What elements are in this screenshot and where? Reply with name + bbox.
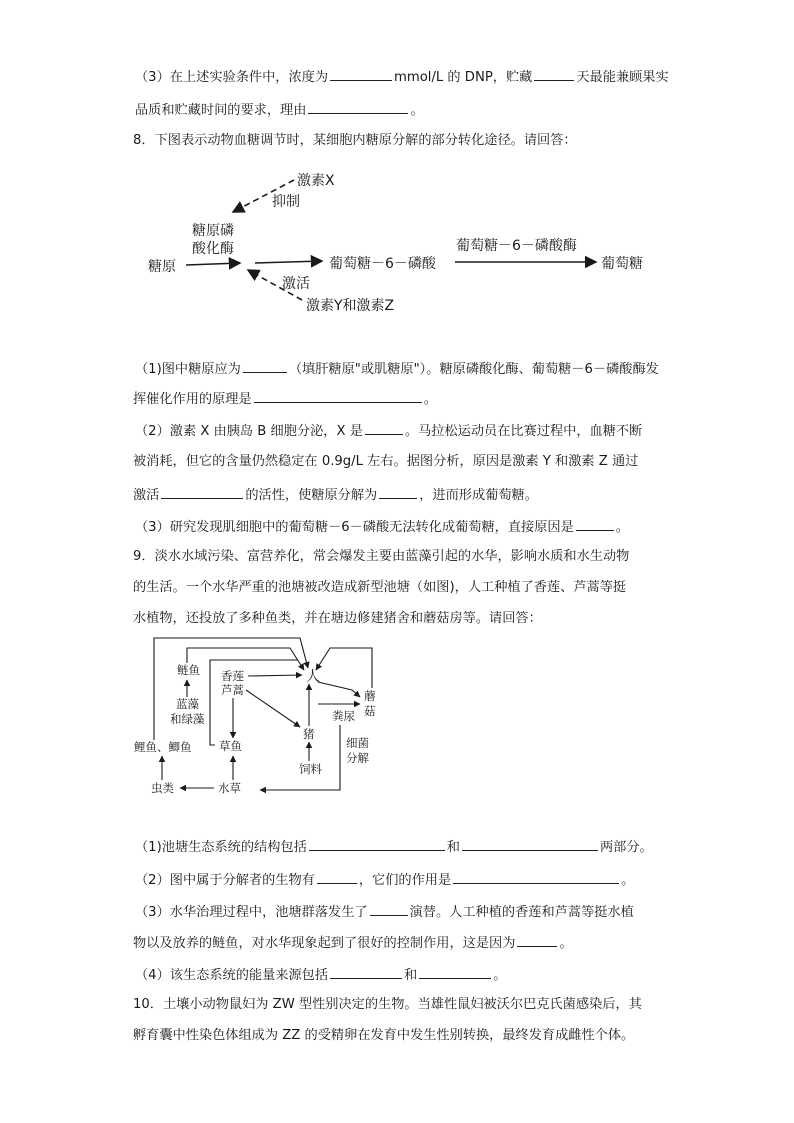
answer-blank[interactable] [254, 388, 422, 403]
answer-blank[interactable] [453, 869, 619, 884]
q10-stem-2: 孵育囊中性染色体组成为 ZZ 的受精卵在发育中发生性别转换，最终发育成雌性个体。 [133, 1028, 635, 1043]
q9-2-line: （2）图中属于分解者的生物有 ，它们的作用是 。 [135, 869, 634, 891]
q8-3-line: （3）研究发现肌细胞中的葡萄糖－6－磷酸无法转化成葡萄糖，直接原因是 。 [135, 516, 629, 538]
lotus-label: 香莲 [221, 669, 244, 683]
carp-label: 鲤鱼、鲫鱼 [134, 740, 192, 754]
pig-label: 猪 [303, 727, 315, 741]
g6pase-label: 葡萄糖－6－磷酸酶 [456, 238, 577, 254]
dashed-arrow-inhibit [233, 180, 294, 212]
arrow-carp-human [154, 638, 308, 740]
arrow-human-mushroom [318, 682, 360, 697]
algae-label-1: 蓝藻 [176, 697, 199, 711]
algae-label-2: 和绿藻 [170, 712, 205, 726]
g6p-label: 葡萄糖－6－磷酸 [329, 256, 436, 272]
arrow-to-g6p [255, 261, 322, 263]
q8-1-line1: （1)图中糖原应为 （填肝糖原"或肌糖原"）。糖原磷酸化酶、葡萄糖－6－磷酸酶发 [135, 358, 659, 380]
answer-blank[interactable] [365, 420, 403, 435]
answer-blank[interactable] [534, 66, 574, 81]
answer-blank[interactable] [330, 66, 392, 81]
q9-3-line1: （3）水华治理过程中，池塘群落发生了 演替。人工种植的香莲和芦蒿等挺水植 [135, 901, 634, 923]
answer-blank[interactable] [370, 901, 408, 916]
glycogen-label: 糖原 [148, 259, 176, 275]
answer-blank[interactable] [243, 358, 287, 373]
glucose-label: 葡萄糖 [601, 256, 643, 272]
q9-4-line: （4）该生态系统的能量来源包括 和 。 [135, 964, 506, 986]
hormone-yz-label: 激素Y和激素Z [306, 298, 395, 314]
answer-blank[interactable] [517, 932, 557, 947]
q9-stem-3: 水植物，还投放了多种鱼类，并在塘边修建猪舍和蘑菇房等。请回答： [133, 611, 542, 626]
answer-blank[interactable] [309, 836, 445, 851]
answer-blank[interactable] [330, 964, 402, 979]
q9-stem-2: 的生活。一个水华严重的池塘被改造成新型池塘（如图)，人工种植了香莲、芦蒿等挺 [133, 580, 627, 595]
feed-label: 饲料 [299, 762, 322, 776]
q8-2-line2: 被消耗，但它的含量仍然稳定在 0.9g/L 左右。据图分析，原因是激素 Y 和激素 Z 通过 [133, 454, 639, 469]
manure-label: 粪尿 [332, 709, 355, 723]
arrow-glycogen-phosphorylase [186, 263, 240, 265]
q8-1-line2: 挥催化作用的原理是 。 [133, 388, 437, 410]
reed-label: 芦蒿 [221, 683, 244, 697]
arrow-mushroom-human [316, 648, 372, 688]
answer-blank[interactable] [308, 99, 408, 114]
phosphorylase-label-2: 酸化酶 [192, 241, 234, 257]
arrow-reed-pig [246, 690, 300, 727]
arrow-lotus-human [248, 675, 302, 676]
q9-3-line2: 物以及放养的鲢鱼，对水华现象起到了很好的控制作用，这是因为 。 [133, 932, 573, 954]
activate-label: 激活 [282, 276, 310, 292]
answer-blank[interactable] [161, 484, 243, 499]
q9-1-line: （1)池塘生态系统的结构包括 和 两部分。 [135, 836, 653, 858]
insects-label: 虫类 [151, 781, 174, 795]
q8-2-line3: 激活 的活性，使糖原分解为 ，进而形成葡萄糖。 [133, 484, 538, 506]
mushroom-label-2: 菇 [364, 704, 376, 718]
answer-blank[interactable] [462, 836, 598, 851]
waterweed-label: 水草 [218, 781, 241, 795]
bacteria-label-1: 细菌 [346, 736, 369, 750]
grass-carp-label: 草鱼 [219, 739, 242, 753]
arrow-silvercarp-human [187, 648, 304, 670]
q7-3-line1: （3）在上述实验条件中，浓度为 mmol/L 的 DNP，贮藏 天最能兼顾果实 [135, 66, 669, 88]
bacteria-loop [260, 725, 340, 790]
q8-stem: 8．下图表示动物血糖调节时，某细胞内糖原分解的部分转化途径。请回答： [133, 133, 577, 148]
mushroom-label-1: 蘑 [364, 689, 376, 703]
bacteria-label-2: 分解 [346, 751, 369, 765]
silver-carp-label: 鲢鱼 [177, 663, 200, 677]
q9-stem-1: 9．淡水水域污染、富营养化，常会爆发主要由蓝藻引起的水华，影响水质和水生动物 [133, 549, 630, 564]
q7-3-line2: 品质和贮藏时间的要求，理由 。 [135, 99, 424, 121]
human-label: 人 [306, 669, 320, 685]
arrow-grasscarp-human [210, 660, 298, 745]
dashed-arrow-activate [248, 270, 302, 300]
answer-blank[interactable] [317, 869, 357, 884]
hormone-x-label: 激素X [297, 173, 335, 189]
answer-blank[interactable] [379, 484, 417, 499]
answer-blank[interactable] [576, 516, 614, 531]
inhibit-label: 抑制 [272, 194, 300, 210]
q8-2-line1: （2）激素 X 由胰岛 B 细胞分泌，X 是 。马拉松运动员在比赛过程中，血糖不断 [135, 420, 642, 442]
q10-stem-1: 10．土壤小动物鼠妇为 ZW 型性别决定的生物。当雄性鼠妇被沃尔巴克氏菌感染后，其 [133, 997, 642, 1012]
answer-blank[interactable] [419, 964, 491, 979]
phosphorylase-label-1: 糖原磷 [192, 223, 234, 239]
